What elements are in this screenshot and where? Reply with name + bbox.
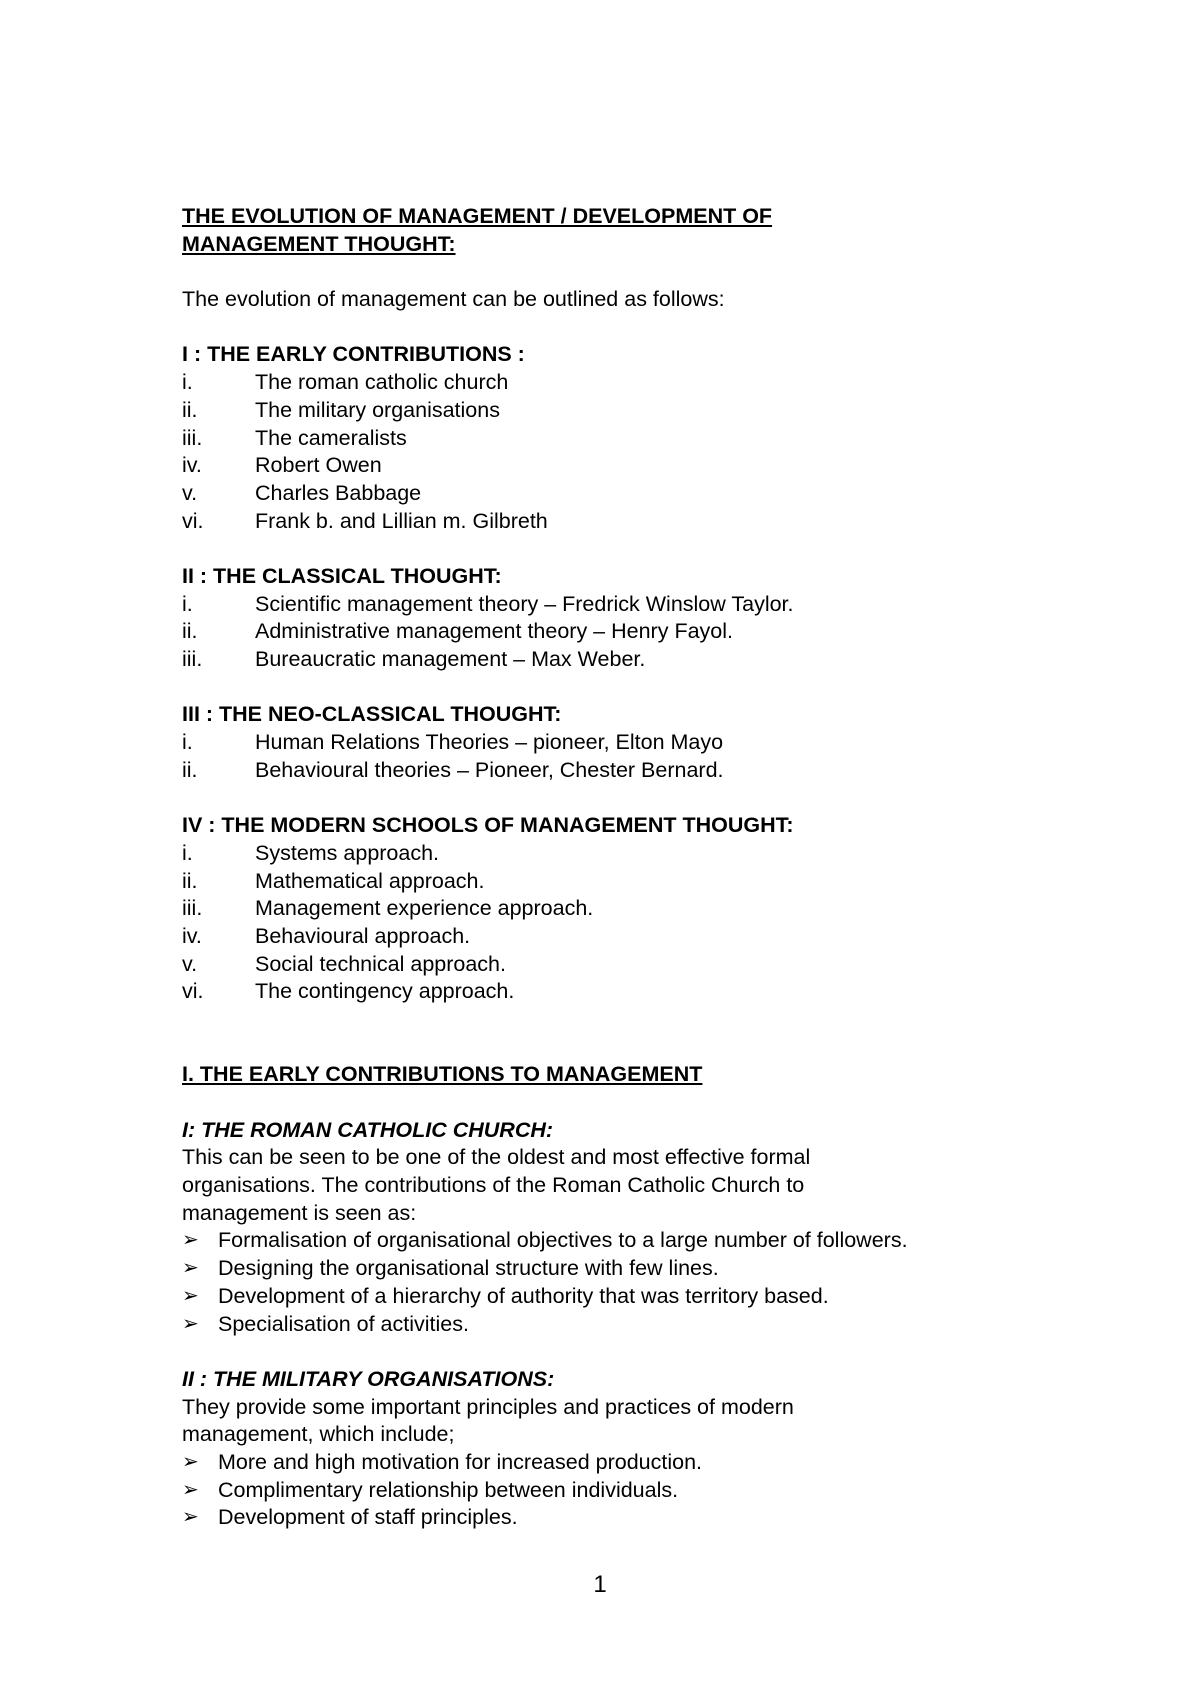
- outline-heading-classical-thought: II : THE CLASSICAL THOUGHT:: [182, 563, 502, 588]
- outline-heading-modern-schools: IV : THE MODERN SCHOOLS OF MANAGEMENT THOUGHT:: [182, 813, 794, 838]
- outline-item: [182, 397, 1062, 425]
- item-text: The military organisations: [255, 397, 500, 422]
- item-number: iii.: [182, 425, 203, 450]
- bullet-item: [182, 1449, 1062, 1477]
- bullet-text: More and high motivation for increased production.: [218, 1449, 703, 1474]
- spacer: [182, 1089, 1062, 1117]
- arrow-bullet-icon: ➢: [182, 1284, 199, 1307]
- arrow-bullet-icon: ➢: [182, 1229, 199, 1252]
- outline-item: [182, 452, 1062, 480]
- item-text: Frank b. and Lillian m. Gilbreth: [255, 508, 548, 533]
- item-number: v.: [182, 951, 198, 976]
- item-number: ii.: [182, 757, 198, 782]
- spacer: [182, 258, 1062, 286]
- arrow-bullet-icon: ➢: [182, 1257, 199, 1280]
- item-text: The roman catholic church: [255, 370, 509, 395]
- paragraph-line: They provide some important principles and practices of modern: [182, 1394, 794, 1419]
- outline-item: [182, 591, 1062, 619]
- subsection-heading-military-organisations: II : THE MILITARY ORGANISATIONS:: [182, 1366, 555, 1391]
- item-number: iv.: [182, 923, 202, 948]
- outline-item: [182, 618, 1062, 646]
- bullet-item: [182, 1283, 1062, 1311]
- outline-item: [182, 895, 1062, 923]
- item-text: Bureaucratic management – Max Weber.: [255, 647, 646, 671]
- paragraph-line: organisations. The contributions of the Roman Catholic Church to: [182, 1173, 805, 1198]
- paragraph-line: management, which include;: [182, 1422, 455, 1447]
- item-text: Administrative management theory – Henry Fayol.: [255, 619, 733, 644]
- item-text: Human Relations Theories – pioneer, Elton Mayo: [255, 730, 724, 755]
- spacer: [182, 314, 1062, 342]
- item-number: vi.: [182, 979, 204, 1004]
- outline-item: [182, 757, 1062, 785]
- item-number: ii.: [182, 397, 198, 422]
- item-text: Robert Owen: [255, 453, 382, 478]
- document-body: [182, 203, 1062, 1532]
- document-title-line-1: THE EVOLUTION OF MANAGEMENT / DEVELOPMENT OF: [182, 204, 773, 228]
- spacer: [182, 535, 1062, 563]
- outline-item: [182, 425, 1062, 453]
- item-number: iv.: [182, 453, 202, 478]
- item-number: vi.: [182, 508, 204, 533]
- outline-item: [182, 868, 1062, 896]
- outline-item: [182, 923, 1062, 951]
- outline-item: [182, 951, 1062, 979]
- paragraph-line: management is seen as:: [182, 1200, 417, 1225]
- bullet-text: Development of a hierarchy of authority that was territory based.: [218, 1283, 829, 1308]
- item-number: ii.: [182, 868, 198, 893]
- item-text: The cameralists: [255, 425, 407, 450]
- item-text: Scientific management theory – Fredrick Winslow Taylor.: [255, 591, 794, 616]
- bullet-item: [182, 1311, 1062, 1339]
- arrow-bullet-icon: ➢: [182, 1506, 199, 1529]
- outline-item: [182, 840, 1062, 868]
- bullet-text: Designing the organisational structure with few lines.: [218, 1256, 719, 1281]
- item-text: Systems approach.: [255, 840, 440, 865]
- item-number: i.: [182, 840, 193, 865]
- bullet-text: Complimentary relationship between individuals.: [218, 1477, 679, 1502]
- item-number: iii.: [182, 896, 203, 921]
- item-text: Management experience approach.: [255, 896, 594, 921]
- outline-item: [182, 978, 1062, 1006]
- outline-item: [182, 508, 1062, 536]
- bullet-item: [182, 1227, 1062, 1255]
- spacer: [182, 674, 1062, 702]
- item-text: Social technical approach.: [255, 951, 506, 976]
- spacer: [182, 1034, 1062, 1062]
- outline-item: [182, 646, 1062, 674]
- outline-heading-early-contributions: I : THE EARLY CONTRIBUTIONS :: [182, 342, 525, 367]
- arrow-bullet-icon: ➢: [182, 1450, 199, 1473]
- paragraph-line: This can be seen to be one of the oldest and most effective formal: [182, 1145, 811, 1170]
- outline-item: [182, 369, 1062, 397]
- arrow-bullet-icon: ➢: [182, 1478, 199, 1501]
- intro-text: The evolution of management can be outlined as follows:: [182, 287, 725, 312]
- item-text: Behavioural approach.: [255, 923, 471, 948]
- item-number: iii.: [182, 647, 203, 671]
- arrow-bullet-icon: ➢: [182, 1312, 199, 1335]
- item-text: The contingency approach.: [255, 979, 515, 1004]
- item-number: v.: [182, 480, 198, 505]
- item-text: Charles Babbage: [255, 480, 422, 505]
- bullet-text: Formalisation of organisational objectives to a large number of followers.: [218, 1228, 908, 1253]
- item-number: i.: [182, 370, 193, 395]
- subsection-heading-roman-catholic-church: I: THE ROMAN CATHOLIC CHURCH:: [182, 1117, 554, 1142]
- item-number: i.: [182, 591, 193, 616]
- item-text: Mathematical approach.: [255, 868, 485, 893]
- outline-item: [182, 480, 1062, 508]
- bullet-text: Specialisation of activities.: [218, 1311, 469, 1336]
- spacer: [182, 784, 1062, 812]
- bullet-item: [182, 1477, 1062, 1505]
- section-heading: I. THE EARLY CONTRIBUTIONS TO MANAGEMENT: [182, 1062, 703, 1087]
- document-title-line-2: MANAGEMENT THOUGHT:: [182, 231, 456, 256]
- item-text: Behavioural theories – Pioneer, Chester Bernard.: [255, 757, 724, 782]
- bullet-item: [182, 1504, 1062, 1532]
- outline-heading-neo-classical-thought: III : THE NEO-CLASSICAL THOUGHT:: [182, 702, 562, 727]
- spacer: [182, 1338, 1062, 1366]
- bullet-text: Development of staff principles.: [218, 1505, 518, 1530]
- spacer: [182, 1006, 1062, 1034]
- item-number: ii.: [182, 619, 198, 644]
- outline-item: [182, 729, 1062, 757]
- page-number: 1: [593, 1571, 607, 1598]
- item-number: i.: [182, 730, 193, 755]
- bullet-item: [182, 1255, 1062, 1283]
